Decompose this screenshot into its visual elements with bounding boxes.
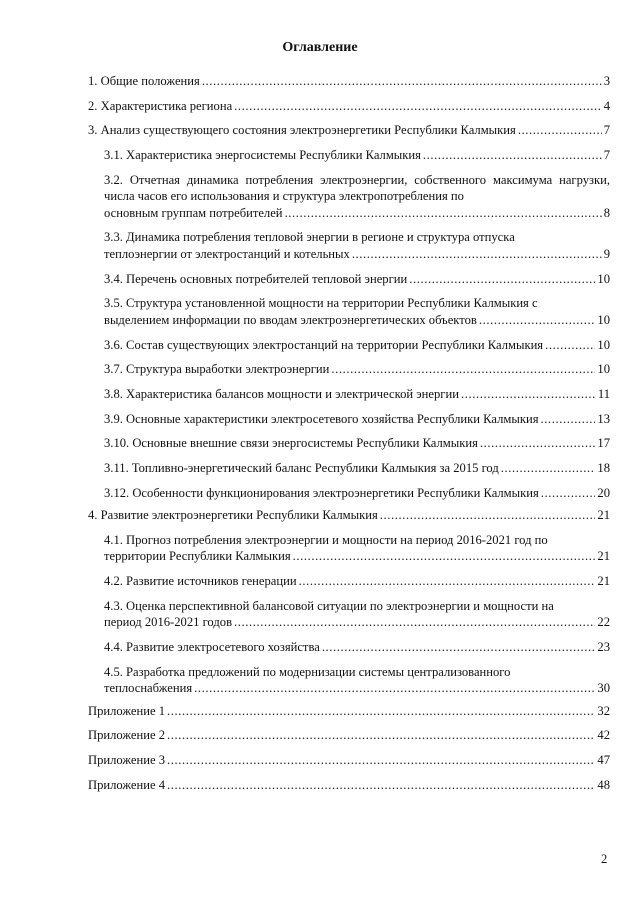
toc-entry[interactable] [104, 573, 610, 590]
toc-entry-label: 3. Анализ существующего состояния электроэнергетики Республики Калмыкия [88, 123, 516, 138]
toc-entry[interactable] [104, 295, 610, 328]
dot-leader [380, 507, 596, 524]
toc-entry-page: 10 [597, 362, 610, 377]
dot-leader [167, 703, 595, 720]
toc-entry-label: 3.4. Перечень основных потребителей тепловой энергии [104, 271, 408, 286]
toc-entry-page: 48 [597, 777, 610, 792]
toc-entry-page: 10 [597, 337, 610, 352]
toc-entry-page: 42 [597, 728, 610, 743]
toc-entry[interactable] [104, 271, 610, 288]
toc-entry-label: теплоэнергии от электростанций и котельных [104, 246, 350, 261]
toc-entry-page: 17 [597, 436, 610, 451]
toc-entry-page: 11 [597, 386, 610, 401]
toc-entry-label: 3.8. Характеристика балансов мощности и электрической энергии [104, 386, 459, 401]
toc-entry-lead: 4.1. Прогноз потребления электроэнергии и мощности на период 2016-2021 год по [104, 532, 548, 547]
toc-entry[interactable] [88, 727, 610, 744]
toc-entry-label: основным группам потребителей [104, 205, 283, 220]
dot-leader [423, 147, 602, 164]
toc-entry-label: Приложение 2 [88, 728, 166, 743]
toc-entry-lead: 4.5. Разработка предложений по модернизации системы централизованного [104, 664, 511, 679]
toc-entry-lead: 3.2. Отчетная динамика потребления электроэнергии, собственного максимума нагрузки, числа часов его использования и структура электропотребления по [104, 172, 610, 204]
toc-entry-label: теплоснабжения [104, 681, 193, 696]
toc-entry-label: 3.10. Основные внешние связи энергосистемы Республики Калмыкия [104, 436, 478, 451]
toc-entry-label: Приложение 1 [88, 703, 166, 718]
toc-entry[interactable] [104, 598, 610, 631]
toc-entry[interactable] [104, 485, 610, 502]
dot-leader [285, 205, 602, 222]
toc-entry-label: Приложение 4 [88, 777, 166, 792]
toc-entry[interactable] [104, 172, 610, 222]
dot-leader [331, 361, 595, 378]
toc-entry[interactable] [104, 664, 610, 697]
toc-entry-label: 4. Развитие электроэнергетики Республики Калмыкия [88, 508, 378, 523]
dot-leader [541, 485, 596, 502]
toc-entry[interactable] [88, 73, 610, 90]
toc-entry-page: 10 [597, 271, 610, 286]
toc-entry-page: 13 [597, 411, 610, 426]
toc-entry-label: 3.9. Основные характеристики электросетевого хозяйства Республики Калмыкия [104, 411, 539, 426]
toc-entry-lead: 4.3. Оценка перспективной балансовой ситуации по электроэнергии и мощности на [104, 598, 554, 613]
toc-entry-label: 1. Общие положения [88, 74, 200, 88]
toc-entry-label: 3.11. Топливно-энергетический баланс Республики Калмыкия за 2015 год [104, 460, 499, 475]
toc-entry[interactable] [104, 229, 610, 262]
toc-entry-page: 22 [597, 615, 610, 630]
toc-entry[interactable] [104, 411, 610, 428]
toc-heading: Оглавление [282, 40, 358, 55]
dot-leader [234, 98, 602, 115]
toc-entry[interactable] [104, 147, 610, 164]
toc-entry-page: 8 [603, 205, 610, 220]
toc-entry-label: выделением информации по вводам электроэнергетических объектов [104, 312, 477, 327]
toc-entry-lead: 3.5. Структура установленной мощности на территории Республики Калмыкия с [104, 296, 538, 311]
toc-entry-page: 3 [603, 74, 610, 88]
toc-entry[interactable] [88, 507, 610, 524]
toc-entry-lead: 3.3. Динамика потребления тепловой энергии в регионе и структура отпуска [104, 230, 515, 245]
dot-leader [480, 435, 596, 452]
toc-entry-label: 3.7. Структура выработки электроэнергии [104, 362, 330, 377]
toc-entry[interactable] [104, 386, 610, 403]
toc-entry-label: Приложение 3 [88, 752, 166, 767]
dot-leader [167, 777, 595, 794]
toc-entry[interactable] [104, 337, 610, 354]
toc-entry-page: 7 [603, 123, 610, 138]
toc-entry-label: 4.2. Развитие источников генерации [104, 574, 297, 588]
toc-entry[interactable] [104, 532, 610, 565]
dot-leader [299, 573, 596, 590]
toc-entry[interactable] [88, 752, 610, 769]
toc-entry-page: 4 [603, 98, 610, 113]
toc-entry[interactable] [104, 460, 610, 477]
toc-entry[interactable] [88, 777, 610, 794]
dot-leader [540, 411, 595, 428]
dot-leader [167, 727, 595, 744]
dot-leader [202, 73, 602, 90]
toc-entry-page: 32 [597, 703, 610, 718]
page-number: 2 [601, 852, 608, 866]
toc-entry-label: 4.4. Развитие электросетевого хозяйства [104, 639, 320, 654]
table-of-contents [88, 73, 610, 801]
toc-entry-page: 7 [603, 148, 610, 163]
toc-entry-page: 21 [597, 508, 610, 523]
dot-leader [194, 680, 595, 697]
dot-leader [461, 386, 596, 403]
dot-leader [545, 337, 595, 354]
toc-entry-page: 9 [603, 246, 610, 261]
toc-entry-page: 10 [597, 312, 610, 327]
toc-entry-label: период 2016-2021 годов [104, 615, 233, 630]
toc-entry-page: 23 [597, 639, 610, 654]
dot-leader [293, 548, 596, 565]
dot-leader [234, 614, 595, 631]
dot-leader [501, 460, 596, 477]
toc-entry-page: 18 [597, 460, 610, 475]
dot-leader [409, 271, 595, 288]
toc-entry-page: 21 [597, 574, 610, 588]
dot-leader [352, 246, 602, 263]
toc-entry-label: 3.6. Состав существующих электростанций на территории Республики Калмыкия [104, 337, 544, 352]
toc-entry-page: 21 [597, 549, 610, 564]
toc-entry[interactable] [104, 435, 610, 452]
toc-entry-page: 30 [597, 681, 610, 696]
toc-entry-page: 47 [597, 752, 610, 767]
dot-leader [518, 122, 602, 139]
toc-entry-page: 20 [597, 485, 610, 500]
toc-entry-label: территории Республики Калмыкия [104, 549, 291, 564]
toc-entry[interactable] [104, 639, 610, 656]
toc-entry[interactable] [104, 361, 610, 378]
toc-entry[interactable] [88, 122, 610, 139]
dot-leader [479, 312, 596, 329]
toc-entry-label: 3.1. Характеристика энергосистемы Республики Калмыкия [104, 148, 421, 163]
dot-leader [167, 752, 595, 769]
toc-entry[interactable] [88, 98, 610, 115]
toc-entry-label: 2. Характеристика региона [88, 98, 233, 113]
dot-leader [322, 639, 596, 656]
toc-entry[interactable] [88, 703, 610, 720]
toc-entry-label: 3.12. Особенности функционирования электроэнергетики Республики Калмыкия [104, 485, 539, 500]
